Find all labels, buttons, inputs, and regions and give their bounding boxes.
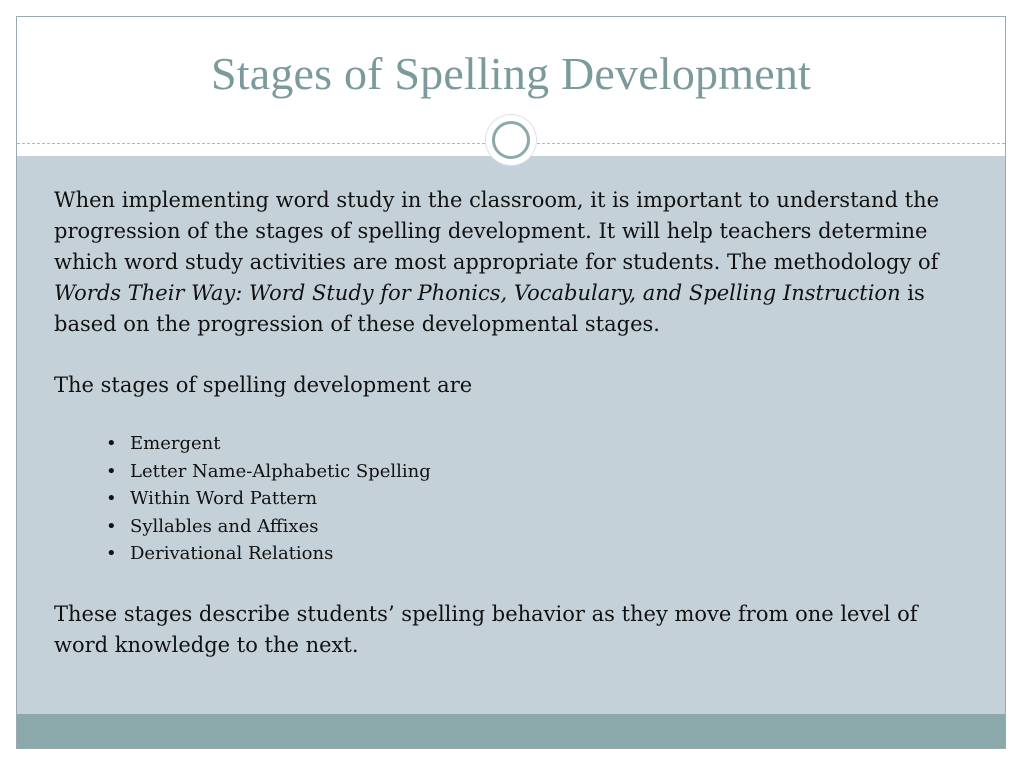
bullet-icon: • [106, 515, 117, 537]
slide-body [54, 185, 974, 661]
list-item [106, 430, 974, 458]
closing-paragraph: These stages describe students’ spelling behavior as they move from one level of word knowledge to the next. [54, 601, 918, 657]
book-title: Words Their Way: Word Study for Phonics, Vocabulary, and Spelling Instruction [54, 281, 901, 305]
intro-text-part2: is based on the progression of these developmental stages. [54, 281, 925, 336]
list-item [106, 540, 974, 568]
list-item [106, 485, 974, 513]
stage-label: Emergent [130, 433, 221, 454]
divider-circle-ornament [486, 115, 536, 165]
stage-label: Syllables and Affixes [130, 515, 319, 537]
slide-title: Stages of Spelling Development [210, 48, 812, 99]
bullet-icon: • [106, 433, 117, 454]
bullet-icon: • [106, 543, 117, 564]
list-item [106, 458, 974, 486]
intro-text-part1: When implementing word study in the classroom, it is important to understand the progression of the stages of spelling development. It will help teachers determine which word study activities are most appropriate for students. The methodology of [54, 188, 940, 274]
stage-label: Derivational Relations [130, 543, 334, 564]
stage-label: Within Word Pattern [130, 488, 318, 509]
intro-paragraph [54, 185, 974, 340]
bullet-icon: • [106, 488, 117, 509]
footer-band [17, 714, 1005, 748]
bullet-icon: • [106, 460, 117, 482]
stage-label: Letter Name-Alphabetic Spelling [130, 460, 431, 482]
slide [16, 16, 1006, 749]
stages-intro-paragraph: The stages of spelling development are [54, 373, 473, 397]
divider-circle-ring [492, 121, 530, 159]
list-item [106, 513, 974, 541]
stages-list [54, 430, 974, 568]
